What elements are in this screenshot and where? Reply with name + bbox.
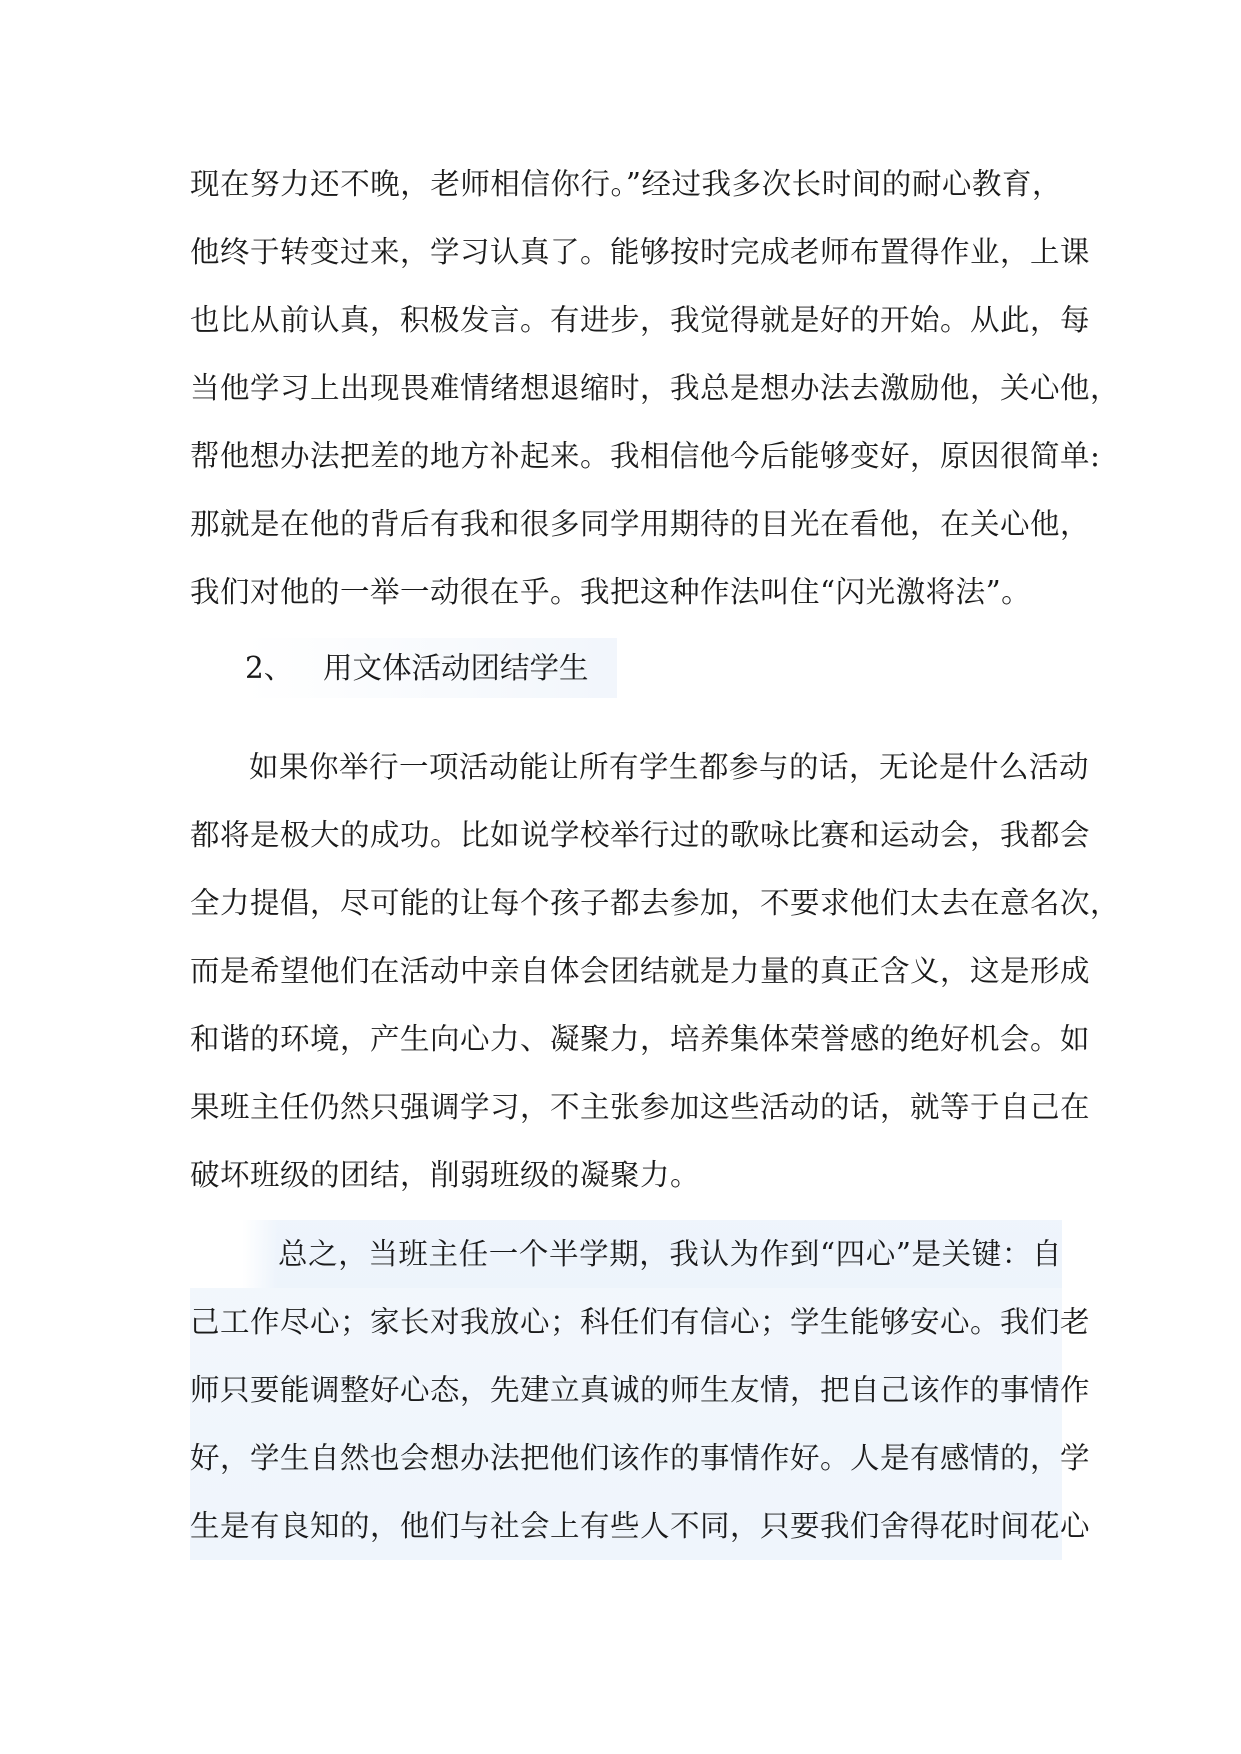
text-line: 破坏班级的团结，削弱班级的凝聚力。 (190, 1158, 701, 1192)
text-line: 现在努力还不晚，老师相信你行。”经过我多次长时间的耐心教育， (190, 167, 1062, 201)
text-line: 总之，当班主任一个半学期，我认为作到“四心”是关键：自 (190, 1220, 1062, 1288)
text-line: 也比从前认真，积极发言。有进步，我觉得就是好的开始。从此，每 (190, 303, 1091, 337)
text-line: 如果你举行一项活动能让所有学生都参与的话，无论是什么活动 (249, 750, 1090, 784)
text-line: 生是有良知的，他们与社会上有些人不同，只要我们舍得花时间花心 (190, 1509, 1091, 1543)
paragraph-1 (190, 150, 1121, 626)
text-line: 都将是极大的成功。比如说学校举行过的歌咏比赛和运动会，我都会 (190, 818, 1091, 852)
text-line: 当他学习上出现畏难情绪想退缩时，我总是想办法去激励他，关心他， (190, 371, 1121, 405)
section-number: 2、 (245, 651, 294, 685)
paragraph-3 (190, 1220, 1091, 1560)
text-line: 而是希望他们在活动中亲自体会团结就是力量的真正含义，这是形成 (190, 954, 1091, 988)
text-line: 他终于转变过来，学习认真了。能够按时完成老师布置得作业，上课 (190, 235, 1091, 269)
text-line: 果班主任仍然只强调学习，不主张参加这些活动的话，就等于自己在 (190, 1090, 1091, 1124)
text-line: 我们对他的一举一动很在乎。我把这种作法叫住“闪光激将法”。 (190, 575, 1032, 609)
text-line: 己工作尽心；家长对我放心；科任们有信心；学生能够安心。我们老 (190, 1305, 1091, 1339)
section-title: 用文体活动团结学生 (323, 651, 589, 685)
paragraph-2 (190, 733, 1121, 1209)
text-line: 师只要能调整好心态，先建立真诚的师生友情，把自己该作的事情作 (190, 1373, 1091, 1407)
text-line: 和谐的环境，产生向心力、凝聚力，培养集体荣誉感的绝好机会。如 (190, 1022, 1091, 1056)
text-line: 全力提倡，尽可能的让每个孩子都去参加，不要求他们太去在意名次， (190, 886, 1121, 920)
text-line: 那就是在他的背后有我和很多同学用期待的目光在看他，在关心他， (190, 507, 1091, 541)
text-line: 帮他想办法把差的地方补起来。我相信他今后能够变好，原因很简单: (190, 439, 1101, 473)
section-heading (245, 638, 617, 698)
text-line: 好，学生自然也会想办法把他们该作的事情作好。人是有感情的，学 (190, 1441, 1091, 1475)
